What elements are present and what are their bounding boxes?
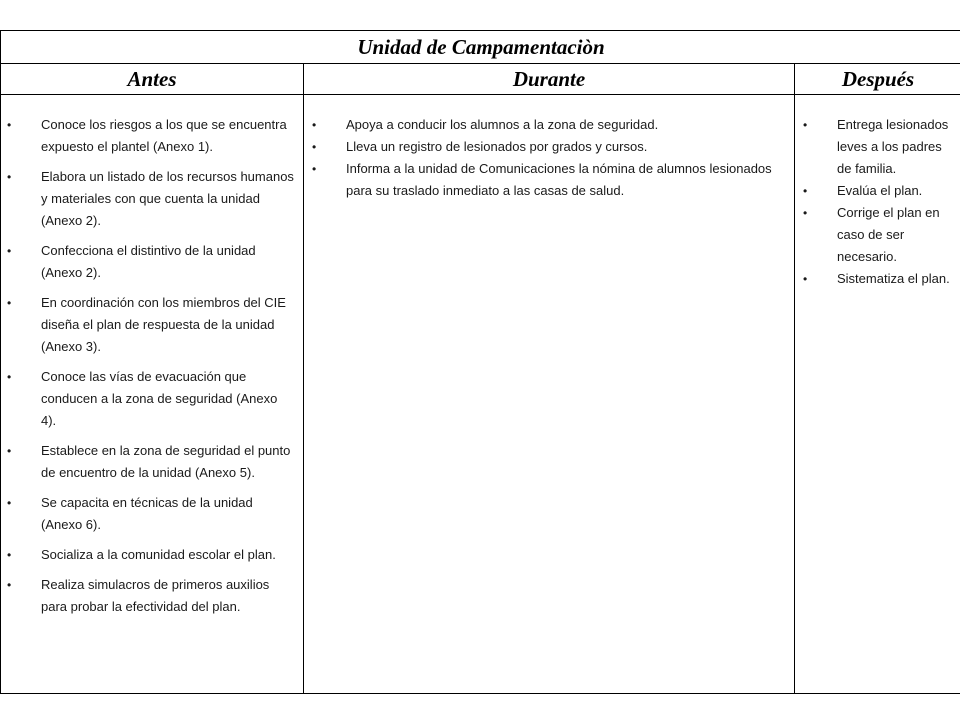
list-item-text: Evalúa el plan. bbox=[837, 183, 923, 198]
bullet-icon: • bbox=[7, 244, 12, 258]
list-item bbox=[304, 158, 786, 202]
list-item bbox=[795, 202, 959, 268]
bullet-icon: • bbox=[7, 496, 12, 510]
table-title: Unidad de Campamentaciòn bbox=[1, 31, 960, 64]
bullet-icon: • bbox=[7, 170, 12, 184]
list-item-text: Apoya a conducir los alumnos a la zona de seguridad. bbox=[346, 117, 659, 132]
list-item-text: Establece en la zona de seguridad el punto de encuentro de la unidad (Anexo 5). bbox=[41, 443, 291, 480]
list-item-text: Lleva un registro de lesionados por grados y cursos. bbox=[346, 139, 648, 154]
list-item-text: Confecciona el distintivo de la unidad (Anexo 2). bbox=[41, 243, 256, 280]
header-row bbox=[1, 64, 960, 95]
list-item-text: Elabora un listado de los recursos humanos y materiales con que cuenta la unidad (Anexo 2). bbox=[41, 169, 294, 228]
title-row bbox=[1, 31, 960, 64]
list-item bbox=[304, 114, 786, 136]
list-item bbox=[795, 268, 959, 290]
campamentacion-table bbox=[0, 30, 960, 694]
cell-despues bbox=[795, 95, 960, 694]
bullet-icon: • bbox=[803, 206, 808, 220]
header-despues: Después bbox=[795, 64, 960, 95]
header-durante: Durante bbox=[304, 64, 795, 95]
cell-durante bbox=[304, 95, 795, 694]
list-item bbox=[1, 440, 295, 484]
list-item bbox=[1, 240, 295, 284]
list-item bbox=[1, 366, 295, 432]
list-item-text: Informa a la unidad de Comunicaciones la nómina de alumnos lesionados para su traslado inmediato a las casas de salud. bbox=[346, 161, 772, 198]
list-item-text: Sistematiza el plan. bbox=[837, 271, 950, 286]
bullet-icon: • bbox=[312, 118, 317, 132]
bullet-icon: • bbox=[7, 548, 12, 562]
list-durante bbox=[304, 95, 794, 202]
list-item-text: Conoce los riesgos a los que se encuentra expuesto el plantel (Anexo 1). bbox=[41, 117, 287, 154]
list-despues bbox=[795, 95, 960, 290]
bullet-icon: • bbox=[312, 162, 317, 176]
list-item bbox=[795, 180, 959, 202]
list-item bbox=[1, 166, 295, 232]
bullet-icon: • bbox=[7, 296, 12, 310]
list-item bbox=[1, 292, 295, 358]
cell-antes bbox=[1, 95, 304, 694]
list-item bbox=[304, 136, 786, 158]
bullet-icon: • bbox=[312, 140, 317, 154]
bullet-icon: • bbox=[7, 118, 12, 132]
list-item bbox=[1, 492, 295, 536]
bullet-icon: • bbox=[803, 184, 808, 198]
bullet-icon: • bbox=[803, 272, 808, 286]
list-item bbox=[1, 574, 295, 618]
list-item-text: Entrega lesionados leves a los padres de familia. bbox=[837, 117, 949, 176]
bullet-icon: • bbox=[7, 578, 12, 592]
bullet-icon: • bbox=[803, 118, 808, 132]
bullet-icon: • bbox=[7, 370, 12, 384]
list-item-text: Corrige el plan en caso de ser necesario. bbox=[837, 205, 940, 264]
list-item bbox=[1, 114, 295, 158]
list-item-text: Conoce las vías de evacuación que conducen a la zona de seguridad (Anexo 4). bbox=[41, 369, 278, 428]
list-item-text: En coordinación con los miembros del CIE diseña el plan de respuesta de la unidad (Anexo 3). bbox=[41, 295, 286, 354]
body-row bbox=[1, 95, 960, 694]
header-antes: Antes bbox=[1, 64, 304, 95]
bullet-icon: • bbox=[7, 444, 12, 458]
list-item-text: Socializa a la comunidad escolar el plan. bbox=[41, 547, 276, 562]
list-item bbox=[1, 544, 295, 566]
list-item-text: Se capacita en técnicas de la unidad (Anexo 6). bbox=[41, 495, 253, 532]
list-antes bbox=[1, 95, 303, 618]
list-item bbox=[795, 114, 959, 180]
list-item-text: Realiza simulacros de primeros auxilios para probar la efectividad del plan. bbox=[41, 577, 270, 614]
